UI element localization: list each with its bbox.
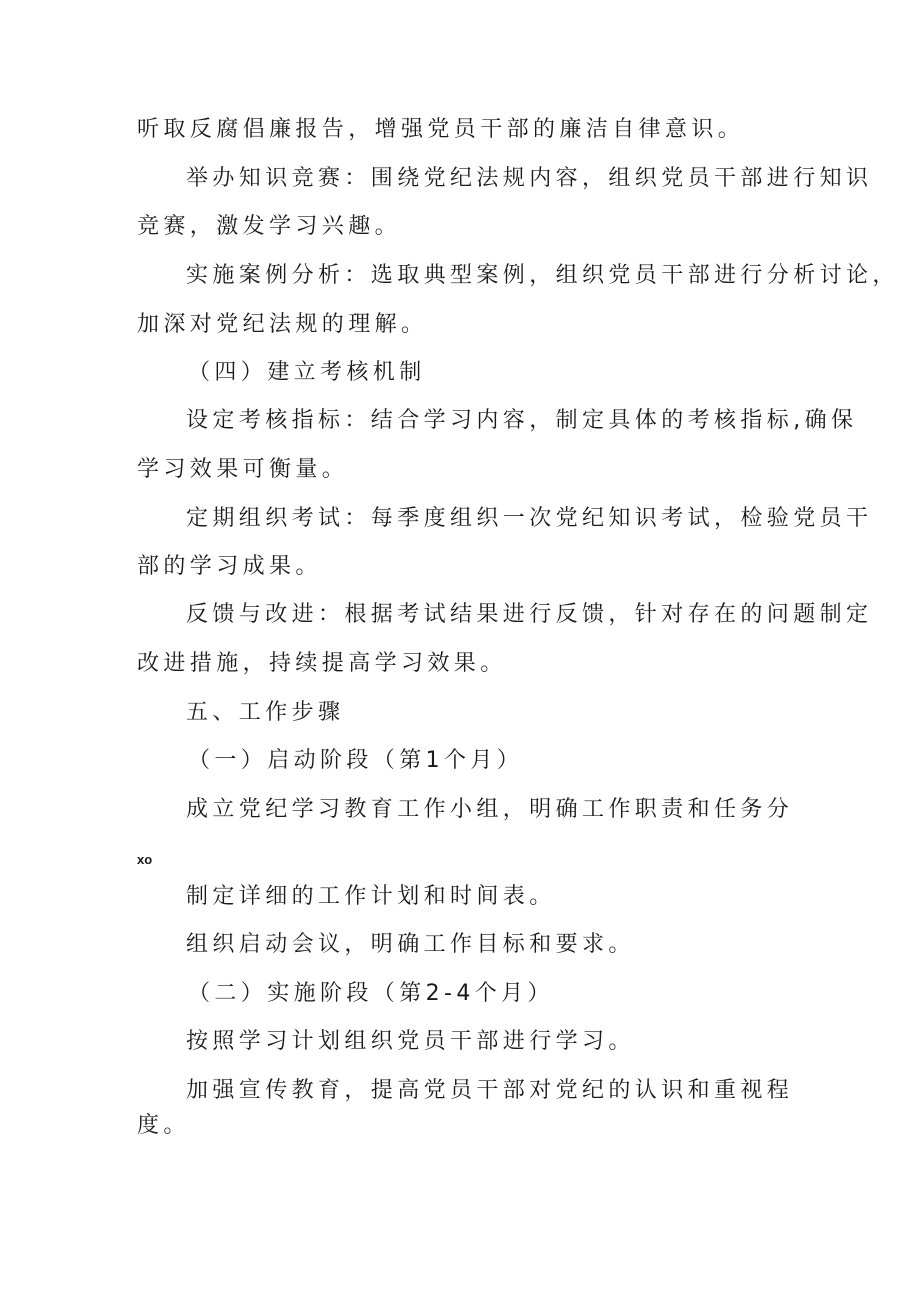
paragraph-line: 反馈与改进：根据考试结果进行反馈，针对存在的问题制定 <box>186 602 873 627</box>
paragraph-line: 成立党纪学习教育工作小组，明确工作职责和任务分 <box>186 797 794 822</box>
paragraph-line: 改进措施，持续提高学习效果。 <box>137 651 507 676</box>
paragraph-line: 定期组织考试：每季度组织一次党纪知识考试，检验党员干 <box>186 506 873 531</box>
paragraph-line: 加强宣传教育，提高党员干部对党纪的认识和重视程 <box>186 1078 794 1103</box>
paragraph-line: 制定详细的工作计划和时间表。 <box>186 884 556 909</box>
subsection-heading: （一）启动阶段（第1个月） <box>188 748 524 773</box>
paragraph-line: 加深对党纪法规的理解。 <box>137 312 428 337</box>
paragraph-line: 实施案例分析：选取典型案例，组织党员干部进行分析讨论， <box>186 263 899 288</box>
paragraph-line: 设定考核指标：结合学习内容，制定具体的考核指标,确保 <box>186 408 858 433</box>
paragraph-line: 竞赛，激发学习兴趣。 <box>137 214 402 239</box>
section-heading: 五、工作步骤 <box>186 700 345 725</box>
stray-fragment: xo <box>137 852 153 867</box>
subsection-heading: （二）实施阶段（第2-4个月） <box>188 981 554 1006</box>
paragraph-line: 部的学习成果。 <box>137 554 322 579</box>
paragraph-line: 举办知识竞赛：围绕党纪法规内容，组织党员干部进行知识 <box>186 166 873 191</box>
paragraph-line: 学习效果可衡量。 <box>137 457 349 482</box>
paragraph-line: 听取反腐倡廉报告，增强党员干部的廉洁自律意识。 <box>137 117 745 142</box>
paragraph-line: 度。 <box>137 1113 190 1138</box>
paragraph-line: 组织启动会议，明确工作目标和要求。 <box>186 932 635 957</box>
paragraph-line: 按照学习计划组织党员干部进行学习。 <box>186 1029 635 1054</box>
section-heading: （四）建立考核机制 <box>188 360 426 385</box>
